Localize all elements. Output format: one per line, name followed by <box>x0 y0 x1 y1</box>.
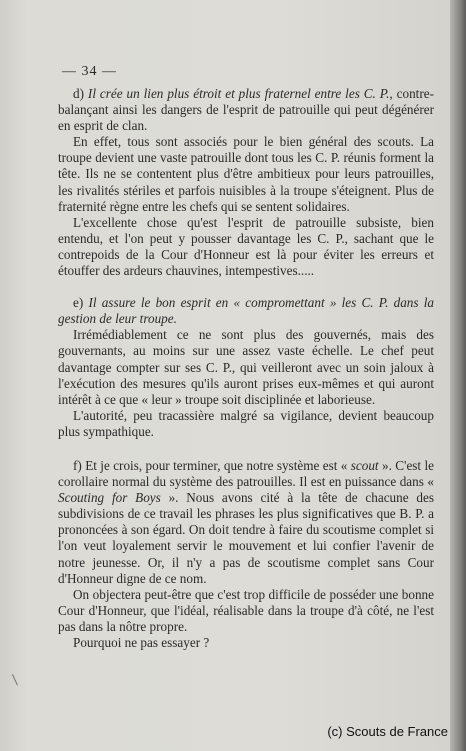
paragraph: L'excellente chose qu'est l'esprit de patrouille subsiste, bien entendu, et l'on peut y pousser davantage les C. P., sachant que le contrepoids de la Cour d'Honneur est là pour éviter les erreurs et étouffer des ardeurs chauvines, intempestives..... <box>58 214 434 279</box>
section-f-text-c: ». Nous avons cité à la tête de chacune des subdivisions de ce travail les phrases les plus significatives que B. P. a prononcées à son égard. On doit tendre à faire du scoutisme complet si l'on veut loyalement servir le mouvement et lui confier l'avenir de notre jeunesse. Or, il n'y a pas de scoutisme complet sans Cour d'Honneur digne de ce nom. <box>58 490 434 586</box>
paragraph: Pourquoi ne pas essayer ? <box>73 635 210 650</box>
section-f-text-b: ». C'est le corollaire normal du système des patrouilles. Il est en puissance dans « <box>58 457 434 490</box>
section-e-heading <box>58 295 434 327</box>
section-d-label: d) <box>73 86 88 101</box>
paragraph: L'autorité, peu tracassière malgré sa vigilance, devient beaucoup plus sympathique. <box>58 407 434 439</box>
section-d-text: contre-balançant ainsi les dangers de l'esprit de patrouille qui peut dégénérer en esprit de clan. <box>58 86 434 134</box>
paragraph: On objectera peut-être que c'est trop difficile de posséder une bonne Cour d'Honneur, que l'idéal, réalisable dans la troupe d'à côté, ne l'est pas dans la nôtre propre. <box>58 586 434 634</box>
section-f-emph-a: scout <box>350 457 379 473</box>
section-f-text-a: Et je crois, pour terminer, que notre système est « <box>85 457 351 473</box>
section-e-label: e) <box>73 295 89 311</box>
section-d-title: Il crée un lien plus étroit et plus fraternel entre les C. P., <box>87 86 393 101</box>
paragraph: En effet, tous sont associés pour le bien général des scouts. La troupe devient une vaste patrouille dont tous les C. P. réunis forment la tête. Ils ne se contentent plus d'être ambitieux pour leurs patrouilles, les rivalités stériles et parfois nuisibles à la troupe s'éteignent. Plus de fraternité règne entre les chefs qui se sentent solidaires. <box>58 134 434 214</box>
section-f-label: f) <box>73 457 86 473</box>
section-f-emph-b: Scouting for Boys <box>58 490 161 506</box>
section-d-heading <box>58 86 434 134</box>
section-f-heading <box>58 458 434 587</box>
page-number: — 34 — <box>62 64 117 79</box>
pencil-mark <box>12 671 25 686</box>
page-text <box>58 86 434 651</box>
book-spine-shadow <box>450 0 466 751</box>
section-e-title: Il assure le bon esprit en « compromettant » les C. P. dans la gestion de leur troupe. <box>58 295 434 327</box>
copyright-watermark: (c) Scouts de France <box>327 724 448 739</box>
paragraph: Irrémédiablement ce ne sont plus des gouvernés, mais des gouvernants, au moins sur une assez vaste échelle. Le chef peut davantage compter sur ses C. P., qui veilleront avec un soin jaloux à l'exécution des mesures qu'ils auront prises eux-mêmes et qui auront intérêt à ce que « leur » troupe soit disciplinée et laborieuse. <box>58 327 434 407</box>
